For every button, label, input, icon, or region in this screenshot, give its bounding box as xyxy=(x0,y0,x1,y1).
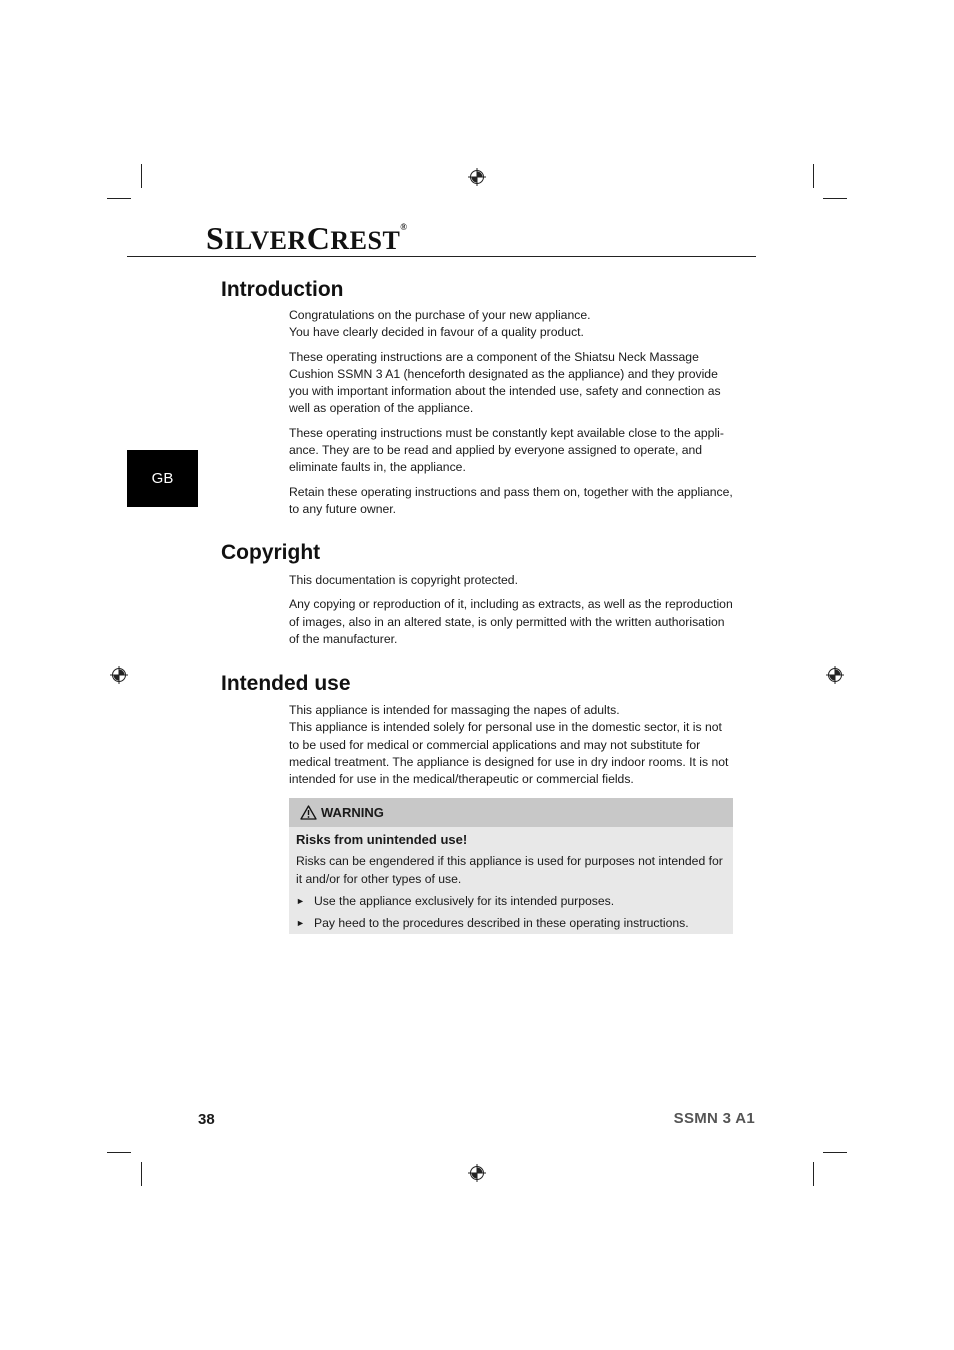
warning-header xyxy=(289,798,733,827)
crop-mark xyxy=(823,1152,847,1153)
crop-mark xyxy=(141,1162,142,1186)
list-item xyxy=(296,893,727,910)
warning-subtitle: Risks from unintended use! xyxy=(296,832,468,847)
registration-mark-icon xyxy=(110,666,128,684)
crop-mark xyxy=(107,1152,131,1153)
warning-box xyxy=(289,798,733,934)
registration-mark-icon xyxy=(826,666,844,684)
arrow-bullet-icon: ► xyxy=(296,918,305,929)
paragraph: This appliance is intended for massaging the napes of adults. xyxy=(289,703,620,717)
warning-label: WARNING xyxy=(321,805,384,820)
paragraph: Retain these operating instructions and pass them on, together with the appliance, to any future owner. xyxy=(289,484,733,516)
paragraph: These operating instructions must be constantly kept available close to the appli-ance. They are to be read and applied by everyone assigned to operate, and eliminate faults in, the appliance. xyxy=(289,425,724,475)
paragraph: Any copying or reproduction of it, including as extracts, as well as the reproduction of images, also in an altered state, is only permitted with the written authorisation of the manufacturer. xyxy=(289,597,733,646)
paragraph: You have clearly decided in favour of a quality product. xyxy=(289,325,584,340)
crop-mark xyxy=(141,164,142,188)
copyright-body xyxy=(289,572,734,655)
crop-mark xyxy=(813,1162,814,1186)
language-tab: GB xyxy=(127,450,198,507)
page-number: 38 xyxy=(198,1111,215,1128)
registration-mark-icon xyxy=(468,168,486,186)
intended-use-body xyxy=(289,702,734,795)
list-item xyxy=(296,915,727,932)
paragraph: These operating instructions are a component of the Shiatsu Neck Massage Cushion SSMN 3 A1 (henceforth designated as the appliance) and they provide you with important information about the intended use, safety and connection as well as operation of the appliance. xyxy=(289,349,721,416)
paragraph: This appliance is intended solely for personal use in the domestic sector, it is not to be used for medical or commercial applications and may not substitute for medical treatment. The appliance is designed for use in dry indoor rooms. It is not intended for use in the medical/therapeutic or commercial fields. xyxy=(289,720,729,787)
paragraph: This documentation is copyright protected. xyxy=(289,573,518,587)
crop-mark xyxy=(823,198,847,199)
section-heading-intended-use: Intended use xyxy=(221,672,351,695)
model-name: SSMN 3 A1 xyxy=(673,1110,755,1127)
warning-triangle-icon xyxy=(300,805,317,820)
crop-mark xyxy=(813,164,814,188)
section-heading-introduction: Introduction xyxy=(221,278,344,301)
section-heading-copyright: Copyright xyxy=(221,541,321,564)
introduction-body xyxy=(289,307,734,525)
header-rule xyxy=(127,256,756,257)
arrow-bullet-icon: ► xyxy=(296,895,305,906)
warning-text: Risks can be engendered if this appliance is used for purposes not intended for it and/or for other types of use. xyxy=(296,854,723,886)
crop-mark xyxy=(107,198,131,199)
brand-logo: SILVERCREST® xyxy=(206,220,408,256)
list-item-text: Use the appliance exclusively for its intended purposes. xyxy=(314,893,615,908)
paragraph: Congratulations on the purchase of your new appliance. xyxy=(289,308,591,322)
list-item-text: Pay heed to the procedures described in these operating instructions. xyxy=(314,916,689,931)
registration-mark-icon xyxy=(468,1164,486,1182)
